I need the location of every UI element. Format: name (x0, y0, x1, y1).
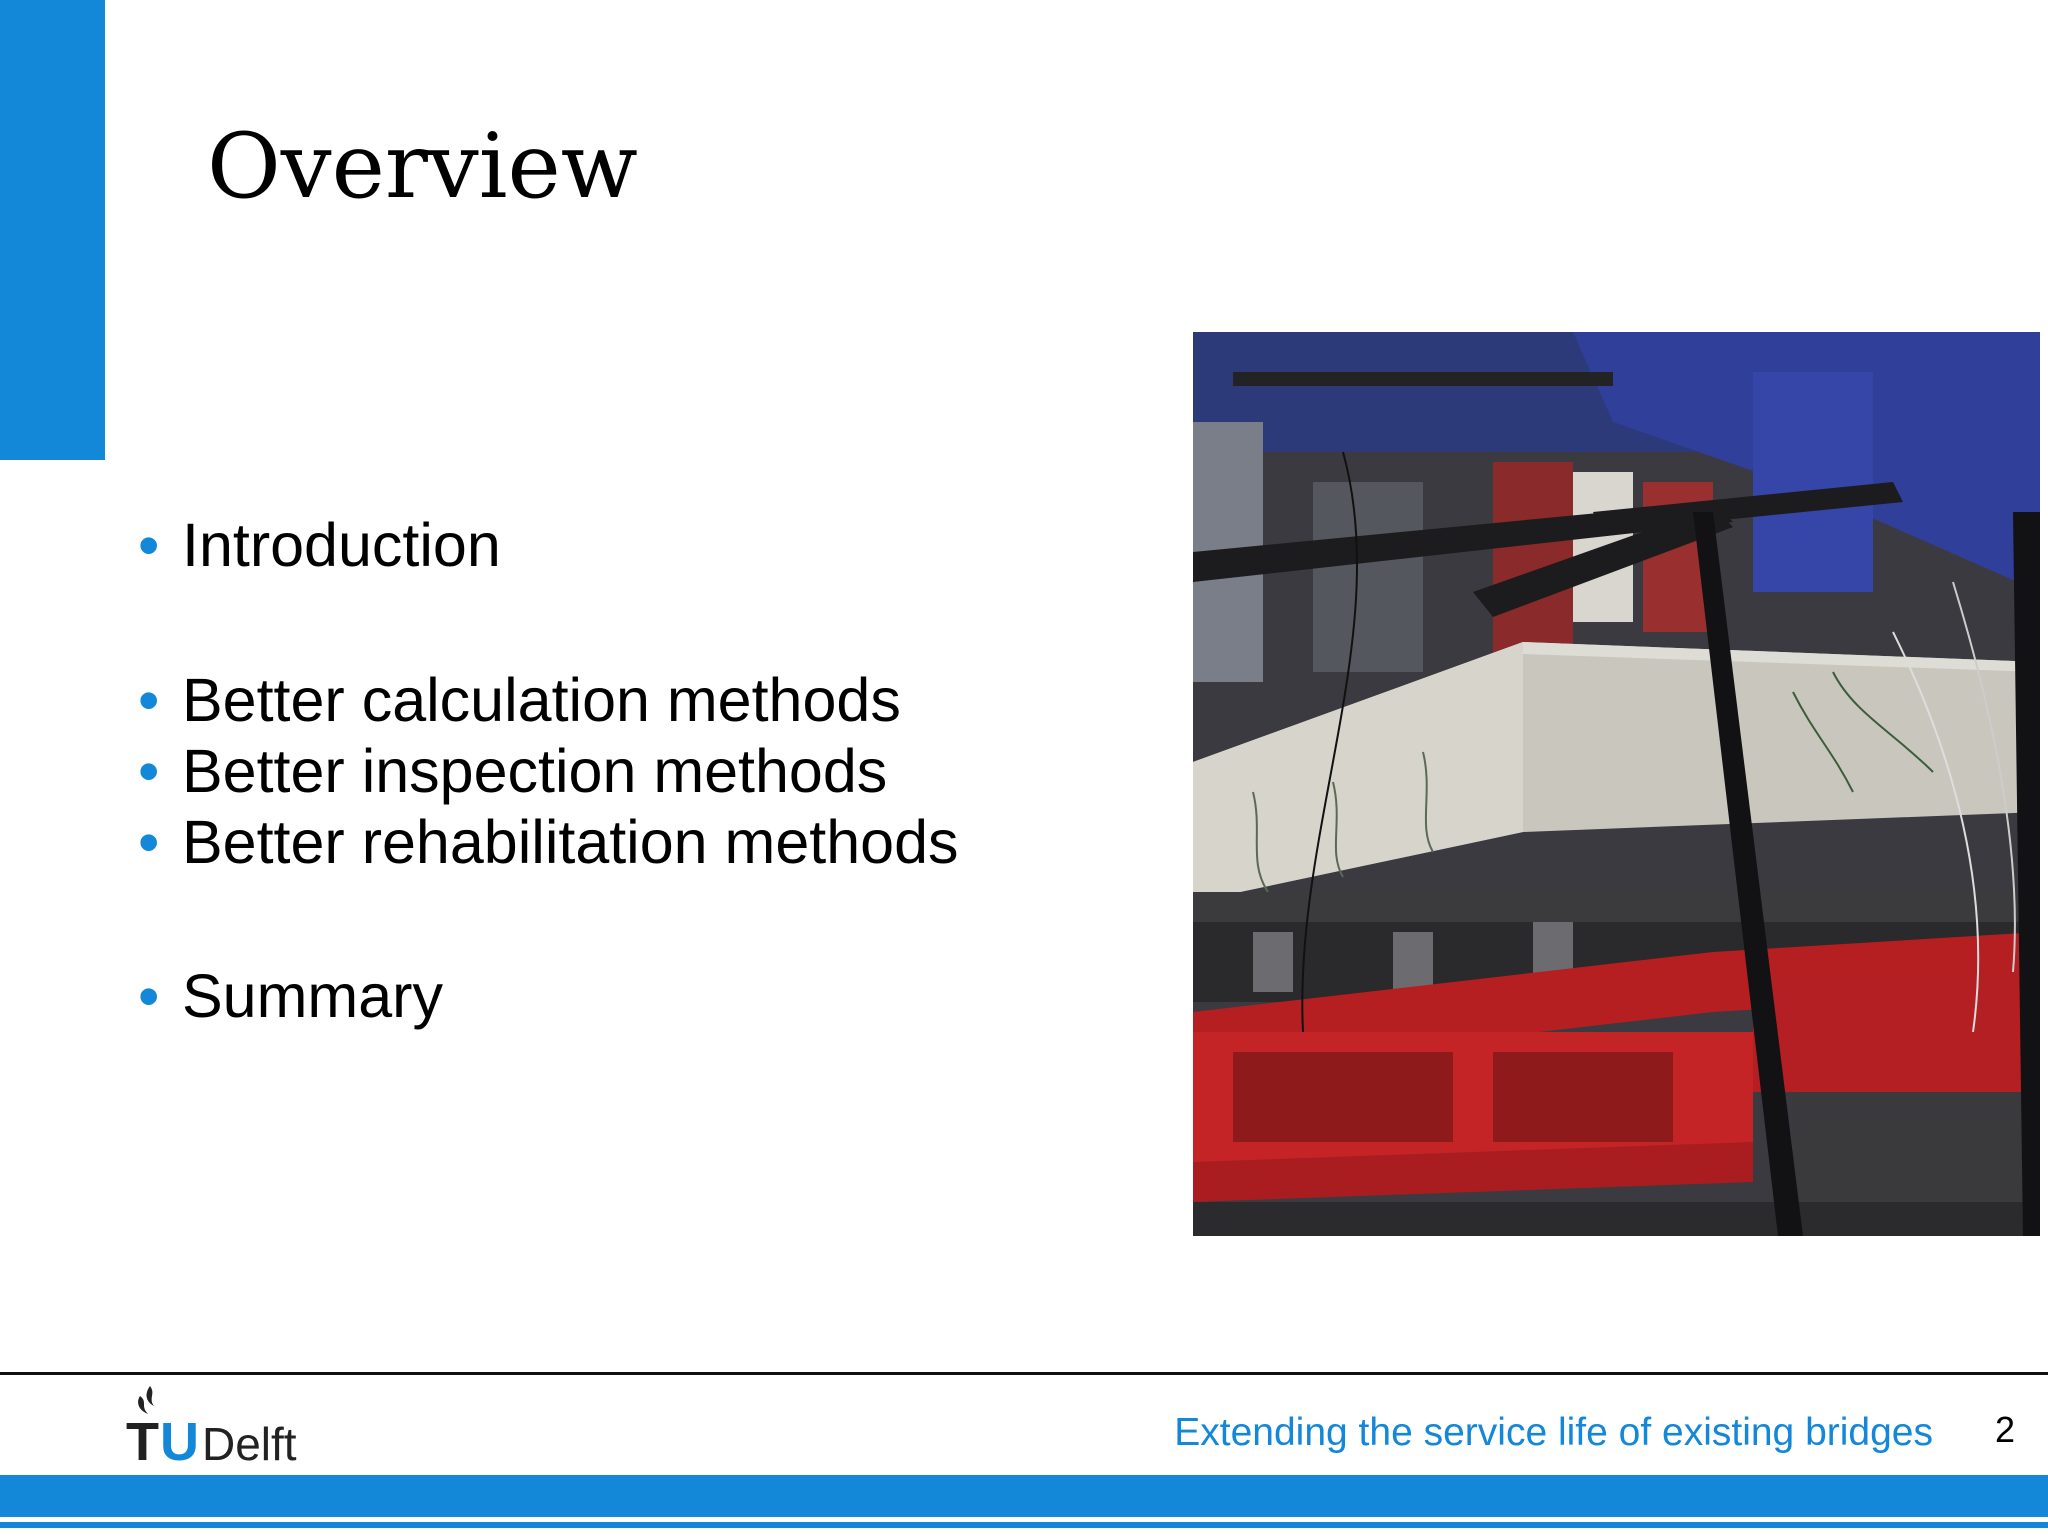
bullet-item (138, 737, 888, 805)
tu-delft-logo (126, 1384, 326, 1464)
page-number: 2 (1995, 1409, 2016, 1450)
svg-text:U: U (160, 1412, 199, 1464)
bullet-text: Better calculation methods (182, 666, 901, 734)
bullet-item (138, 808, 959, 876)
bullet-text: Introduction (182, 511, 501, 579)
bullet-icon: • (138, 808, 160, 876)
footer-tagline: Extending the service life of existing bridges (1174, 1411, 1933, 1454)
bullet-text: Better inspection methods (182, 737, 888, 805)
footer-accent-line (0, 1522, 2048, 1528)
bullet-icon: • (138, 666, 160, 734)
slab-test-photo (1193, 332, 2040, 1236)
bullet-item (138, 511, 501, 579)
slide-title: Overview (207, 114, 638, 219)
svg-text:T: T (126, 1412, 159, 1464)
bullet-icon: • (138, 962, 160, 1030)
footer-rule (0, 1372, 2048, 1375)
bullet-item (138, 666, 901, 734)
accent-bar (0, 0, 105, 460)
bullet-text: Better rehabilitation methods (182, 808, 959, 876)
footer-accent-bar (0, 1475, 2048, 1517)
bullet-icon: • (138, 737, 160, 805)
bullet-item (138, 962, 443, 1030)
photo-illustration (1193, 332, 2040, 1236)
bullet-icon: • (138, 511, 160, 579)
svg-text:Delft: Delft (202, 1418, 297, 1464)
flame-icon (126, 1384, 326, 1464)
bullet-text: Summary (182, 962, 443, 1030)
